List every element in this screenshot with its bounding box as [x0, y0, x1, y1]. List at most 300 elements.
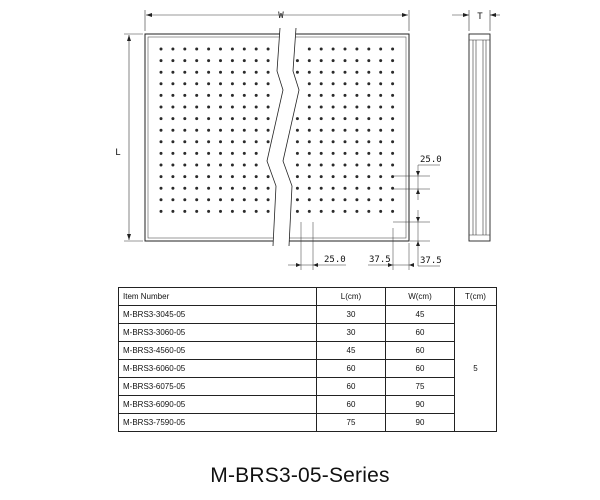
mounting-hole [171, 198, 174, 201]
mounting-hole [367, 210, 370, 213]
table-row [119, 306, 497, 324]
mounting-hole [308, 140, 311, 143]
length-arrow-top [127, 35, 131, 41]
mounting-hole [367, 106, 370, 109]
header-length: L(cm) [317, 288, 386, 306]
mounting-hole [255, 117, 258, 120]
mounting-hole [320, 210, 323, 213]
mounting-hole [231, 152, 234, 155]
side-view [469, 34, 490, 241]
mounting-hole [195, 59, 198, 62]
mounting-hole [355, 152, 358, 155]
mounting-hole [344, 48, 347, 51]
mounting-hole [344, 94, 347, 97]
series-title: M-BRS3-05-Series [210, 464, 390, 487]
mounting-hole [243, 140, 246, 143]
mounting-hole [344, 117, 347, 120]
mounting-hole [207, 187, 210, 190]
cell-width: 45 [386, 306, 455, 324]
pitch-v-arrow-bottom [416, 189, 420, 194]
cell-length: 30 [317, 324, 386, 342]
mounting-hole [255, 48, 258, 51]
mounting-hole [160, 187, 163, 190]
mounting-hole [160, 59, 163, 62]
mounting-hole [367, 140, 370, 143]
mounting-hole [379, 59, 382, 62]
mounting-hole [355, 117, 358, 120]
mounting-hole [231, 198, 234, 201]
mounting-hole [308, 210, 311, 213]
mounting-hole [308, 82, 311, 85]
edge-offset-x-label: 37.5 [369, 255, 391, 265]
mounting-hole [171, 210, 174, 213]
mounting-hole [207, 82, 210, 85]
pitch-h-arrow-right [313, 263, 318, 267]
mounting-hole [255, 106, 258, 109]
header-thickness: T(cm) [455, 288, 497, 306]
mounting-hole [391, 175, 394, 178]
mounting-hole [391, 94, 394, 97]
mounting-hole [267, 140, 270, 143]
mounting-hole [231, 140, 234, 143]
header-width: W(cm) [386, 288, 455, 306]
mounting-hole [231, 59, 234, 62]
mounting-hole [243, 59, 246, 62]
mounting-hole [207, 94, 210, 97]
mounting-hole [296, 59, 299, 62]
mounting-hole [296, 117, 299, 120]
mounting-hole [379, 71, 382, 74]
width-arrow-left [146, 13, 152, 17]
mounting-hole [308, 164, 311, 167]
mounting-hole [160, 164, 163, 167]
mounting-hole [296, 210, 299, 213]
mounting-hole [267, 94, 270, 97]
mounting-hole [296, 140, 299, 143]
mounting-hole [207, 175, 210, 178]
mounting-hole [320, 48, 323, 51]
mounting-hole [255, 129, 258, 132]
mounting-hole [355, 106, 358, 109]
table-row [119, 342, 497, 360]
mounting-hole [344, 59, 347, 62]
edge-y-arrow-bottom [416, 241, 420, 246]
mounting-hole [267, 106, 270, 109]
mounting-hole [355, 164, 358, 167]
mounting-hole [344, 210, 347, 213]
mounting-hole [243, 129, 246, 132]
mounting-hole [355, 187, 358, 190]
mounting-hole [160, 140, 163, 143]
mounting-hole [391, 129, 394, 132]
mounting-hole [207, 71, 210, 74]
pitch-v-arrow-top [416, 171, 420, 176]
mounting-hole [332, 175, 335, 178]
cell-item-number: M-BRS3-4560-05 [119, 342, 317, 360]
mounting-hole [367, 187, 370, 190]
mounting-hole [391, 48, 394, 51]
spec-table [118, 287, 497, 432]
mounting-hole [219, 59, 222, 62]
mounting-hole [332, 152, 335, 155]
mounting-hole [267, 117, 270, 120]
mounting-hole [308, 175, 311, 178]
cell-width: 75 [386, 378, 455, 396]
mounting-hole [171, 164, 174, 167]
mounting-hole [296, 152, 299, 155]
mounting-hole [367, 94, 370, 97]
table-header-row [119, 288, 497, 306]
header-item-number: Item Number [119, 288, 317, 306]
cell-length: 45 [317, 342, 386, 360]
mounting-hole [344, 129, 347, 132]
mounting-hole [367, 129, 370, 132]
table-row [119, 414, 497, 432]
mounting-hole [379, 117, 382, 120]
mounting-hole [296, 198, 299, 201]
mounting-hole [332, 164, 335, 167]
mounting-hole [183, 106, 186, 109]
mounting-hole [243, 48, 246, 51]
mounting-hole [195, 175, 198, 178]
mounting-hole [332, 129, 335, 132]
mounting-hole [391, 152, 394, 155]
mounting-hole [355, 175, 358, 178]
mounting-hole [183, 210, 186, 213]
mounting-hole [195, 129, 198, 132]
mounting-hole [367, 71, 370, 74]
mounting-hole [195, 48, 198, 51]
mounting-hole [379, 140, 382, 143]
mounting-hole [379, 82, 382, 85]
mounting-hole [219, 164, 222, 167]
cell-width: 60 [386, 360, 455, 378]
mounting-hole [367, 48, 370, 51]
mounting-hole [207, 59, 210, 62]
mounting-hole [195, 71, 198, 74]
mounting-hole [332, 82, 335, 85]
mounting-hole [332, 71, 335, 74]
mounting-hole [344, 198, 347, 201]
mounting-hole [332, 198, 335, 201]
mounting-hole [255, 198, 258, 201]
mounting-hole [195, 82, 198, 85]
thickness-arrow-right [490, 13, 496, 17]
mounting-hole [183, 117, 186, 120]
mounting-hole [355, 198, 358, 201]
cell-width: 60 [386, 342, 455, 360]
mounting-hole [296, 187, 299, 190]
cell-item-number: M-BRS3-6060-05 [119, 360, 317, 378]
mounting-hole [195, 152, 198, 155]
mounting-hole [219, 129, 222, 132]
edge-x-arrow-right [409, 263, 414, 267]
mounting-hole [267, 82, 270, 85]
mounting-hole [207, 140, 210, 143]
mounting-hole [344, 71, 347, 74]
mounting-hole [379, 129, 382, 132]
mounting-hole [231, 106, 234, 109]
mounting-hole [207, 198, 210, 201]
mounting-hole [391, 140, 394, 143]
mounting-hole [183, 71, 186, 74]
cell-item-number: M-BRS3-7590-05 [119, 414, 317, 432]
mounting-hole [367, 175, 370, 178]
mounting-hole [296, 164, 299, 167]
mounting-hole [243, 94, 246, 97]
mounting-hole [391, 117, 394, 120]
mounting-hole [183, 82, 186, 85]
mounting-hole [320, 82, 323, 85]
mounting-hole [160, 117, 163, 120]
mounting-hole [379, 164, 382, 167]
mounting-hole [183, 59, 186, 62]
edge-y-arrow-top [416, 217, 420, 222]
mounting-hole [355, 82, 358, 85]
mounting-hole [219, 175, 222, 178]
mounting-hole [267, 187, 270, 190]
mounting-hole [243, 175, 246, 178]
mounting-hole [379, 187, 382, 190]
mounting-hole [355, 59, 358, 62]
table-row [119, 396, 497, 414]
mounting-hole [195, 117, 198, 120]
cell-length: 60 [317, 378, 386, 396]
width-arrow-right [402, 13, 408, 17]
mounting-hole [391, 82, 394, 85]
mounting-hole [367, 59, 370, 62]
mounting-hole [308, 187, 311, 190]
mounting-hole [207, 152, 210, 155]
table-row [119, 378, 497, 396]
mounting-hole [379, 94, 382, 97]
mounting-hole [320, 117, 323, 120]
mounting-hole [207, 210, 210, 213]
mounting-hole [367, 164, 370, 167]
mounting-hole [320, 164, 323, 167]
mounting-hole [183, 187, 186, 190]
mounting-hole [255, 59, 258, 62]
pitch-horizontal-label: 25.0 [324, 255, 346, 265]
mounting-hole [308, 198, 311, 201]
mounting-hole [231, 210, 234, 213]
mounting-hole [332, 48, 335, 51]
mounting-hole [379, 152, 382, 155]
mounting-hole [195, 210, 198, 213]
mounting-hole [231, 164, 234, 167]
mounting-hole [207, 129, 210, 132]
mounting-hole [243, 71, 246, 74]
mounting-hole [207, 106, 210, 109]
mounting-hole [308, 48, 311, 51]
mounting-hole [255, 140, 258, 143]
mounting-hole [320, 71, 323, 74]
cell-thickness: 5 [455, 306, 497, 432]
mounting-hole [195, 164, 198, 167]
mounting-hole [219, 94, 222, 97]
mounting-hole [183, 175, 186, 178]
thickness-arrow-left [463, 13, 469, 17]
mounting-hole [320, 129, 323, 132]
mounting-hole [355, 48, 358, 51]
length-label: L [115, 148, 121, 158]
mounting-hole [195, 140, 198, 143]
mounting-hole [332, 117, 335, 120]
mounting-hole [255, 71, 258, 74]
mounting-hole [308, 117, 311, 120]
mounting-hole [231, 175, 234, 178]
mounting-hole [379, 106, 382, 109]
mounting-hole [379, 175, 382, 178]
mounting-hole [183, 140, 186, 143]
mounting-hole [171, 71, 174, 74]
cell-width: 60 [386, 324, 455, 342]
mounting-hole [183, 48, 186, 51]
mounting-hole [171, 152, 174, 155]
mounting-hole [231, 48, 234, 51]
mounting-hole [267, 129, 270, 132]
mounting-hole [171, 117, 174, 120]
mounting-hole [344, 164, 347, 167]
cell-length: 60 [317, 360, 386, 378]
mounting-hole [320, 94, 323, 97]
mounting-hole [171, 129, 174, 132]
mounting-hole [243, 106, 246, 109]
mounting-hole [344, 152, 347, 155]
mounting-hole [308, 152, 311, 155]
pitch-vertical-label: 25.0 [420, 155, 442, 165]
mounting-hole [391, 210, 394, 213]
mounting-hole [160, 210, 163, 213]
mounting-hole [195, 187, 198, 190]
cell-length: 75 [317, 414, 386, 432]
mounting-hole [160, 175, 163, 178]
mounting-hole [171, 140, 174, 143]
pitch-h-arrow-left [296, 263, 301, 267]
mounting-hole [391, 198, 394, 201]
mounting-hole [183, 129, 186, 132]
mounting-hole [367, 198, 370, 201]
mounting-hole [160, 198, 163, 201]
mounting-hole [320, 198, 323, 201]
mounting-hole [367, 152, 370, 155]
mounting-hole [183, 94, 186, 97]
mounting-hole [171, 175, 174, 178]
mounting-hole [160, 82, 163, 85]
mounting-hole [243, 198, 246, 201]
mounting-hole [231, 82, 234, 85]
mounting-hole [160, 106, 163, 109]
cell-length: 60 [317, 396, 386, 414]
mounting-hole [160, 94, 163, 97]
cell-width: 90 [386, 414, 455, 432]
table-row [119, 324, 497, 342]
mounting-hole [391, 71, 394, 74]
mounting-hole [367, 117, 370, 120]
mounting-hole [255, 82, 258, 85]
mounting-hole [219, 198, 222, 201]
mounting-hole [332, 59, 335, 62]
mounting-hole [243, 164, 246, 167]
mounting-hole [332, 210, 335, 213]
mounting-hole [160, 48, 163, 51]
mounting-hole [171, 59, 174, 62]
mounting-hole [355, 129, 358, 132]
mounting-hole [231, 71, 234, 74]
mounting-hole [160, 71, 163, 74]
mounting-hole [320, 106, 323, 109]
mounting-hole [308, 106, 311, 109]
mounting-hole [160, 152, 163, 155]
mounting-hole [332, 140, 335, 143]
mounting-hole [344, 140, 347, 143]
mounting-hole [344, 175, 347, 178]
table-row [119, 360, 497, 378]
mounting-hole [231, 187, 234, 190]
mounting-hole [243, 187, 246, 190]
mounting-hole [379, 48, 382, 51]
mounting-hole [355, 140, 358, 143]
mounting-hole [207, 48, 210, 51]
mounting-hole [267, 210, 270, 213]
cell-length: 30 [317, 306, 386, 324]
mounting-hole [243, 82, 246, 85]
mounting-hole [255, 94, 258, 97]
mounting-hole [267, 175, 270, 178]
cell-item-number: M-BRS3-3060-05 [119, 324, 317, 342]
mounting-hole [391, 59, 394, 62]
mounting-hole [231, 129, 234, 132]
mounting-hole [231, 117, 234, 120]
cell-item-number: M-BRS3-6075-05 [119, 378, 317, 396]
mounting-hole [355, 71, 358, 74]
mounting-hole [367, 82, 370, 85]
mounting-hole [231, 94, 234, 97]
mounting-hole [255, 210, 258, 213]
cell-item-number: M-BRS3-6090-05 [119, 396, 317, 414]
mounting-hole [320, 175, 323, 178]
mounting-hole [243, 152, 246, 155]
mounting-hole [183, 164, 186, 167]
mounting-hole [344, 187, 347, 190]
mounting-hole [219, 187, 222, 190]
mounting-hole [171, 187, 174, 190]
mounting-hole [219, 106, 222, 109]
mounting-hole [183, 198, 186, 201]
mounting-hole [296, 175, 299, 178]
cell-width: 90 [386, 396, 455, 414]
mounting-hole [255, 164, 258, 167]
mounting-hole [308, 71, 311, 74]
mounting-hole [355, 210, 358, 213]
cell-item-number: M-BRS3-3045-05 [119, 306, 317, 324]
mounting-hole [320, 187, 323, 190]
mounting-hole [243, 210, 246, 213]
mounting-hole [171, 106, 174, 109]
mounting-hole [296, 71, 299, 74]
break-gap [267, 32, 299, 243]
edge-offset-y-label: 37.5 [420, 256, 442, 266]
mounting-hole [219, 71, 222, 74]
length-arrow-bottom [127, 234, 131, 240]
mounting-hole [195, 198, 198, 201]
mounting-hole [219, 82, 222, 85]
mounting-hole [171, 48, 174, 51]
mounting-hole [219, 140, 222, 143]
mounting-hole [183, 152, 186, 155]
mounting-hole [308, 129, 311, 132]
mounting-hole [332, 106, 335, 109]
